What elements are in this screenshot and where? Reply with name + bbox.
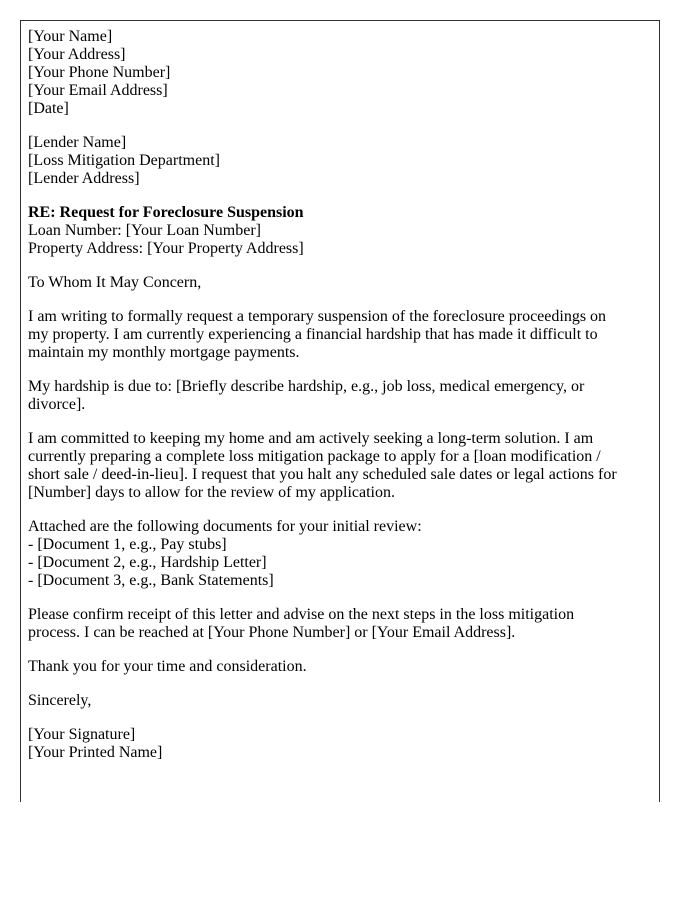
property-address: Property Address: [Your Property Address] xyxy=(28,240,304,257)
subject-block xyxy=(28,204,618,258)
attachment-item: - [Document 3, e.g., Bank Statements] xyxy=(28,572,274,589)
valediction: Sincerely, xyxy=(28,692,92,709)
sender-address: [Your Address] xyxy=(28,46,126,63)
sender-block xyxy=(28,28,618,118)
printed-name: [Your Printed Name] xyxy=(28,744,163,761)
attachments-block xyxy=(28,518,618,590)
attachments-intro: Attached are the following documents for your initial review: xyxy=(28,518,422,535)
attachment-item: - [Document 2, e.g., Hardship Letter] xyxy=(28,554,267,571)
letter-body xyxy=(28,28,618,778)
sender-phone: [Your Phone Number] xyxy=(28,64,171,81)
recipient-block xyxy=(28,134,618,188)
body-paragraph-commitment: I am committed to keeping my home and am actively seeking a long-term solution. I am currently preparing a complete loss mitigation package to apply for a [loan modification / short sale / deed-in-lieu]. I request that you halt any scheduled sale dates or legal actions for [Number] days to allow for the review of my application. xyxy=(28,430,617,501)
signature-block xyxy=(28,726,618,762)
subject-line: RE: Request for Foreclosure Suspension xyxy=(28,204,304,221)
loan-number: Loan Number: [Your Loan Number] xyxy=(28,222,261,239)
signature: [Your Signature] xyxy=(28,726,136,743)
salutation: To Whom It May Concern, xyxy=(28,274,202,291)
lender-department: [Loss Mitigation Department] xyxy=(28,152,220,169)
lender-address: [Lender Address] xyxy=(28,170,140,187)
body-paragraph-hardship: My hardship is due to: [Briefly describe hardship, e.g., job loss, medical emergency, or divorce]. xyxy=(28,378,585,413)
sender-email: [Your Email Address] xyxy=(28,82,168,99)
body-paragraph-request: I am writing to formally request a temporary suspension of the foreclosure proceedings on my property. I am currently experiencing a financial hardship that has made it difficult to maintain my monthly mortgage payments. xyxy=(28,308,607,361)
letter-date: [Date] xyxy=(28,100,69,117)
body-paragraph-confirm: Please confirm receipt of this letter and advise on the next steps in the loss mitigation process. I can be reached at [Your Phone Number] or [Your Email Address]. xyxy=(28,606,575,641)
body-paragraph-thanks: Thank you for your time and consideration. xyxy=(28,658,307,675)
sender-name: [Your Name] xyxy=(28,28,113,45)
attachment-item: - [Document 1, e.g., Pay stubs] xyxy=(28,536,227,553)
lender-name: [Lender Name] xyxy=(28,134,127,151)
